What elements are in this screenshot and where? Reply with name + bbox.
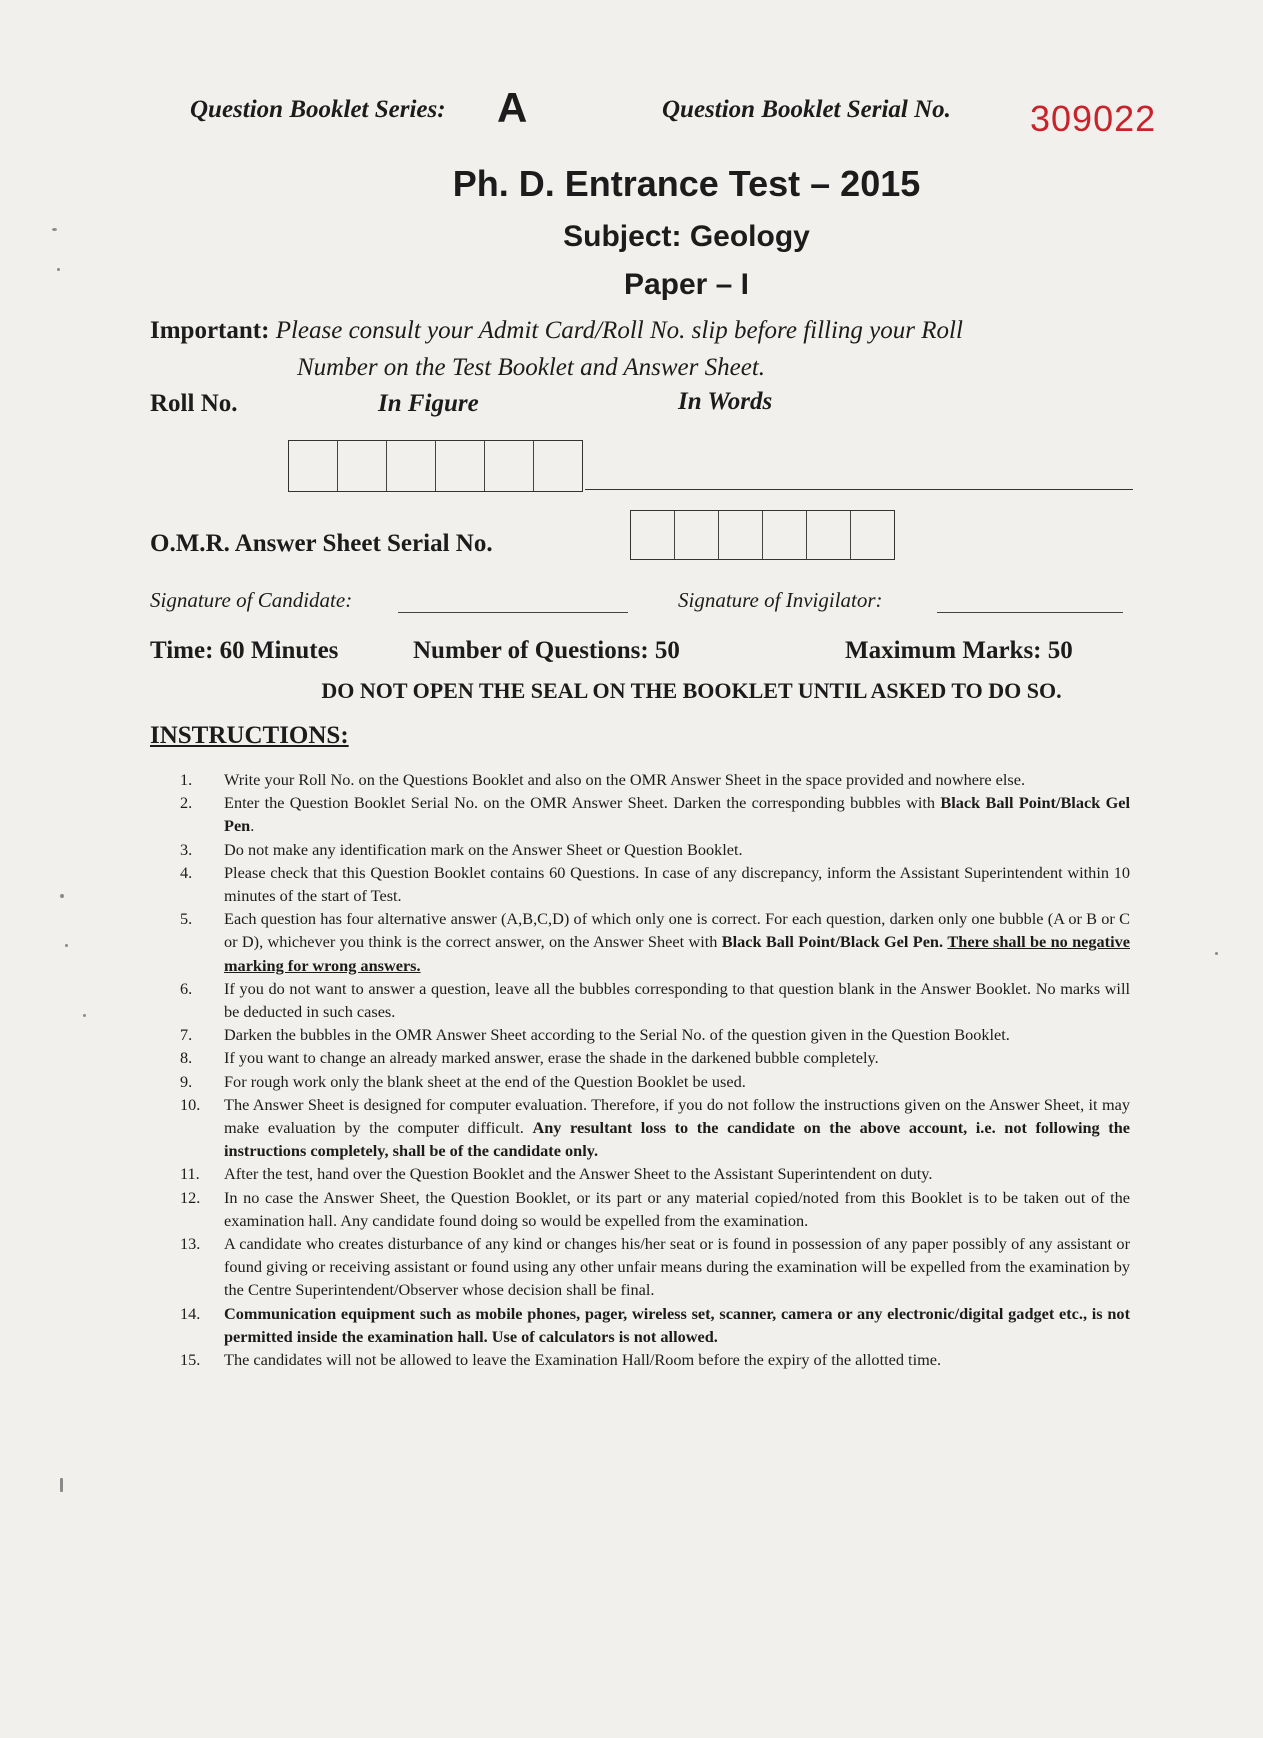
omr-digit-box[interactable] <box>807 511 851 559</box>
instruction-item <box>180 1232 1130 1302</box>
omr-digit-box[interactable] <box>763 511 807 559</box>
instruction-text <box>224 1070 1130 1093</box>
scan-speck <box>60 1478 63 1492</box>
instruction-text-part: Communication equipment such as mobile phones, pager, wireless set, scanner, camera or any electronic/digital gadget etc., is not permitted inside the examination hall. Use of calculators is not allowed. <box>224 1303 1130 1346</box>
instruction-number: 13. <box>180 1234 201 1254</box>
booklet-serial-number: 309022 <box>1030 98 1157 139</box>
instruction-text-part: Please check that this Question Booklet contains 60 Questions. In case of any discrepancy, inform the Assistant Superintendent within 10 minutes of the start of Test. <box>224 862 1130 906</box>
important-text-line1: Please consult your Admit Card/Roll No. slip before filling your Roll <box>275 317 963 344</box>
instruction-number: 14. <box>180 1303 201 1323</box>
instruction-number: 2. <box>180 793 193 813</box>
instruction-text-part: The candidates will not be allowed to leave the Examination Hall/Room before the expiry of the allotted time. <box>224 1350 942 1370</box>
instruction-text-part: For rough work only the blank sheet at the end of the Question Booklet be used. <box>224 1071 746 1091</box>
instruction-text <box>224 1093 1130 1163</box>
instruction-number: 9. <box>180 1071 193 1091</box>
instruction-text-part: . <box>250 816 255 836</box>
in-words-label: In Words <box>678 388 773 415</box>
instruction-item <box>180 861 1130 907</box>
paper-heading: Paper – I <box>623 268 750 301</box>
instruction-text-part: Write your Roll No. on the Questions Booklet and also on the OMR Answer Sheet in the space provided and nowhere else. <box>224 770 1026 789</box>
instruction-item <box>180 791 1130 837</box>
instruction-text <box>224 1232 1130 1302</box>
instruction-text <box>224 1162 1130 1185</box>
important-text-line2: Number on the Test Booklet and Answer Sheet. <box>297 354 766 381</box>
scan-speck <box>83 1014 86 1017</box>
omr-digit-box[interactable] <box>719 511 763 559</box>
instruction-number: 15. <box>180 1350 201 1370</box>
omr-digit-box[interactable] <box>675 511 719 559</box>
page-title: Ph. D. Entrance Test – 2015 <box>452 163 921 204</box>
time-limit: Time: 60 Minutes <box>150 637 339 664</box>
scan-speck <box>1215 952 1218 955</box>
instruction-text <box>224 1023 1130 1046</box>
important-note <box>150 312 1150 386</box>
instruction-item <box>180 838 1130 861</box>
instruction-item <box>180 1162 1130 1185</box>
instruction-number: 8. <box>180 1048 193 1068</box>
in-figure-label: In Figure <box>378 390 479 417</box>
instruction-text <box>224 791 1130 837</box>
instruction-item <box>180 1186 1130 1232</box>
instructions-heading: INSTRUCTIONS: <box>150 722 349 749</box>
roll-digit-box[interactable] <box>338 441 387 491</box>
instruction-text-part: If you want to change an already marked answer, erase the shade in the darkened bubble completely. <box>224 1048 879 1068</box>
invigilator-signature-label: Signature of Invigilator: <box>678 588 883 612</box>
scan-speck <box>60 894 64 898</box>
seal-warning: DO NOT OPEN THE SEAL ON THE BOOKLET UNTIL ASKED TO DO SO. <box>321 678 1062 703</box>
instruction-text-part: The Answer Sheet is designed for computer evaluation. Therefore, if you do not follow the instructions given on the Answer Sheet, it may make evaluation by the computer difficult. <box>224 1094 1130 1138</box>
roll-digit-box[interactable] <box>387 441 436 491</box>
instruction-text <box>224 977 1130 1023</box>
booklet-series-letter: A <box>497 84 528 131</box>
instruction-text <box>224 1302 1130 1348</box>
scan-speck <box>65 944 68 947</box>
booklet-series-label: Question Booklet Series: <box>190 96 446 123</box>
instruction-text-part: Darken the bubbles in the OMR Answer Sheet according to the Serial No. of the question given in the Question Booklet. <box>224 1025 1010 1045</box>
roll-digit-box[interactable] <box>436 441 485 491</box>
omr-digit-box[interactable] <box>851 511 894 559</box>
booklet-serial-label: Question Booklet Serial No. <box>662 96 951 123</box>
candidate-signature-label: Signature of Candidate: <box>150 588 353 612</box>
scan-speck <box>57 268 60 271</box>
omr-digit-box[interactable] <box>631 511 675 559</box>
number-of-questions: Number of Questions: 50 <box>413 637 680 664</box>
instruction-number: 10. <box>180 1094 201 1114</box>
instruction-text <box>224 1046 1130 1069</box>
important-label: Important: <box>150 317 270 344</box>
instruction-item <box>180 1348 1130 1371</box>
roll-in-words-line[interactable] <box>585 489 1133 490</box>
roll-digit-box[interactable] <box>534 441 582 491</box>
subject-heading: Subject: Geology <box>563 220 810 253</box>
omr-serial-boxes[interactable] <box>630 510 895 560</box>
instruction-item <box>180 1070 1130 1093</box>
instruction-item <box>180 977 1130 1023</box>
instruction-number: 11. <box>180 1164 200 1184</box>
instruction-item <box>180 1093 1130 1163</box>
instruction-item <box>180 1046 1130 1069</box>
instruction-text-part: If you do not want to answer a question, leave all the bubbles corresponding to that question blank in the Answer Booklet. No marks will be deducted in such cases. <box>224 978 1130 1022</box>
instructions-list <box>180 768 1130 1371</box>
maximum-marks: Maximum Marks: 50 <box>845 637 1073 664</box>
instruction-text <box>224 1186 1130 1232</box>
candidate-signature-line[interactable] <box>398 612 628 613</box>
instruction-number: 1. <box>180 770 193 789</box>
instruction-item <box>180 1302 1130 1348</box>
roll-digit-box[interactable] <box>289 441 338 491</box>
instruction-item <box>180 1023 1130 1046</box>
roll-digit-box[interactable] <box>485 441 534 491</box>
instruction-text <box>224 768 1130 791</box>
instruction-text <box>224 907 1130 977</box>
instruction-text <box>224 861 1130 907</box>
instruction-number: 5. <box>180 909 193 929</box>
instruction-text-part: Each question has four alternative answer (A,B,C,D) of which only one is correct. For each question, darken only one bubble (A or B or C or D), whichever you think is the correct answer, on the Answer Sheet with <box>224 909 1130 952</box>
instruction-number: 4. <box>180 862 193 882</box>
roll-number-boxes[interactable] <box>288 440 583 492</box>
instruction-text-part: A candidate who creates disturbance of any kind or changes his/her seat or is found in possession of any paper possibly of any assistant or found giving or receiving assistant or found using any other unfair means during the examination will be expelled from the examination by the Centre Superintendent/Observer whose decision shall be final. <box>224 1234 1130 1300</box>
instruction-text <box>224 1348 1130 1371</box>
instruction-text-part: Black Ball Point/Black Gel Pen <box>224 793 1130 836</box>
instruction-text-part: Enter the Question Booklet Serial No. on the OMR Answer Sheet. Darken the corresponding bubbles with <box>224 793 941 813</box>
instruction-text <box>224 838 1130 861</box>
instruction-text-part: Do not make any identification mark on the Answer Sheet or Question Booklet. <box>224 839 743 859</box>
instruction-item <box>180 768 1130 791</box>
instruction-text-part: Black Ball Point/Black Gel Pen. <box>721 932 944 952</box>
instruction-text-part: Any resultant loss to the candidate on the above account, i.e. not following the instructions completely, shall be of the candidate only. <box>224 1118 1130 1161</box>
invigilator-signature-line[interactable] <box>937 612 1123 613</box>
omr-serial-label: O.M.R. Answer Sheet Serial No. <box>150 530 493 557</box>
instruction-number: 12. <box>180 1187 201 1207</box>
instruction-item <box>180 907 1130 977</box>
instruction-text-part: In no case the Answer Sheet, the Question Booklet, or its part or any material copied/noted from this Booklet is to be taken out of the examination hall. Any candidate found doing so would be expelled from the examination. <box>224 1187 1130 1230</box>
instruction-number: 7. <box>180 1025 193 1045</box>
roll-no-label: Roll No. <box>150 390 238 417</box>
instruction-text-part: There shall be no negative marking for wrong answers. <box>224 932 1130 975</box>
scan-speck <box>52 228 57 231</box>
instruction-text-part: After the test, hand over the Question Booklet and the Answer Sheet to the Assistant Superintendent on duty. <box>224 1164 933 1184</box>
instruction-number: 3. <box>180 839 193 859</box>
instruction-number: 6. <box>180 978 193 998</box>
